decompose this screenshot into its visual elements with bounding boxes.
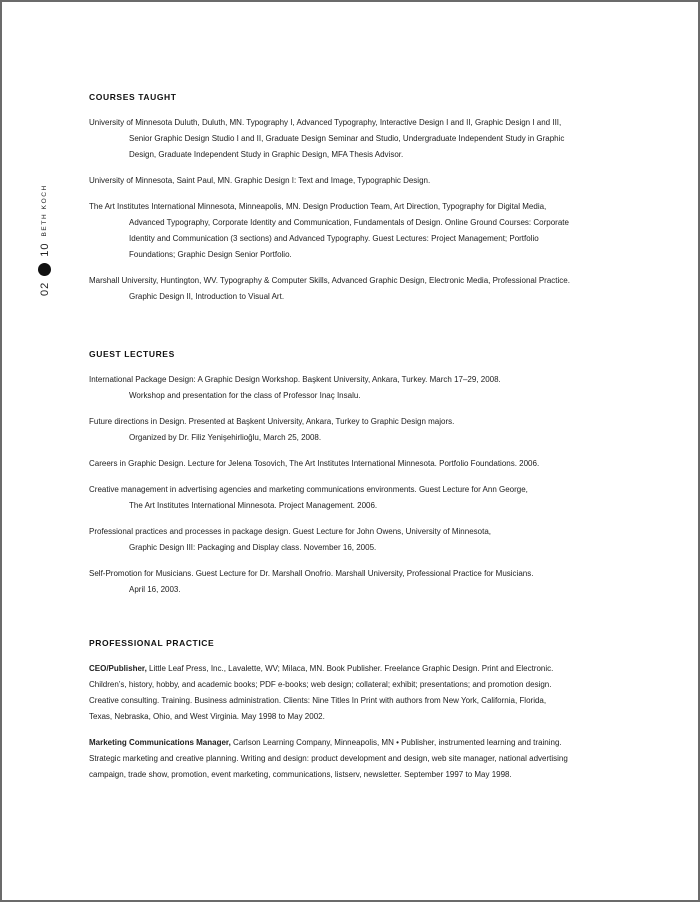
entry-continuation: Identity and Communication (3 sections) and Advanced Typography. Guest Lectures: Project Management; Portfolio — [129, 234, 539, 243]
entry-continuation: Advanced Typography, Corporate Identity and Communication, Fundamentals of Design. Online Ground Courses: Corporate — [129, 218, 569, 227]
course-entry — [89, 115, 629, 163]
entry-first-line: The Art Institutes International Minnesota, Minneapolis, MN. Design Production Team, Art Direction, Typography for Digital Media, — [89, 202, 547, 211]
job-details: Carlson Learning Company, Minneapolis, MN • Publisher, instrumented learning and training. — [230, 738, 562, 747]
entry-first-line: Future directions in Design. Presented at Başkent University, Ankara, Turkey to Graphic Design majors. — [89, 417, 455, 426]
lecture-entry — [89, 414, 629, 446]
job-details: Little Leaf Press, Inc., Lavalette, WV; Milaca, MN. Book Publisher. Freelance Graphic Design. Print and Electronic. — [146, 664, 554, 673]
job-role: CEO/Publisher, — [89, 664, 147, 673]
entry-first-line: Careers in Graphic Design. Lecture for Jelena Tosovich, The Art Institutes International Minnesota. Portfolio Foundations. 2006. — [89, 459, 540, 468]
section-title-practice: PROFESSIONAL PRACTICE — [89, 638, 215, 648]
practice-entry — [89, 735, 629, 783]
entry-line: Strategic marketing and creative planning. Writing and design: product development and design, web site manager, national advertising — [89, 754, 568, 763]
entry-continuation: April 16, 2003. — [129, 585, 181, 594]
page-marker — [38, 184, 51, 296]
entry-first-line: Creative management in advertising agencies and marketing communications environments. Guest Lecture for Ann George, — [89, 485, 528, 494]
entry-first-line: Marshall University, Huntington, WV. Typography & Computer Skills, Advanced Graphic Design, Electronic Media, Professional Practice. — [89, 276, 570, 285]
course-entry — [89, 199, 629, 263]
entry-continuation: Organized by Dr. Filiz Yenişehirlioğlu, March 25, 2008. — [129, 433, 322, 442]
lecture-entry — [89, 524, 629, 556]
course-entry — [89, 173, 629, 189]
lecture-entry — [89, 372, 629, 404]
entry-line: Creative consulting. Training. Business administration. Clients: Nine Titles In Print with authors from New York, California, Florida, — [89, 696, 547, 705]
entry-first-line: University of Minnesota, Saint Paul, MN. Graphic Design I: Text and Image, Typographic Design. — [89, 176, 431, 185]
lecture-entry — [89, 482, 629, 514]
entry-first-line: Self-Promotion for Musicians. Guest Lecture for Dr. Marshall Onofrio. Marshall University, Professional Practice for Musicians. — [89, 569, 534, 578]
resume-content — [89, 92, 629, 793]
lecture-entry — [89, 566, 629, 598]
page-dot — [38, 263, 51, 276]
section-practice — [89, 638, 629, 783]
entry-continuation: Foundations; Graphic Design Senior Portfolio. — [129, 250, 292, 259]
entry-line: Children’s, history, hobby, and academic books; PDF e-books; web design; collateral; exhibit; presentations; and promotion design. — [89, 680, 552, 689]
course-entry — [89, 273, 629, 305]
entry-continuation: Graphic Design II, Introduction to Visual Art. — [129, 292, 285, 301]
entry-continuation: The Art Institutes International Minnesota. Project Management. 2006. — [129, 501, 378, 510]
entry-line: campaign, trade show, promotion, event marketing, communications, listserv, newsletter. September 1997 to May 1998. — [89, 770, 512, 779]
entry-first-line — [89, 735, 629, 751]
page-sidebar — [16, 178, 60, 296]
entry-line: Texas, Nebraska, Ohio, and West Virginia. May 1998 to May 2002. — [89, 712, 325, 721]
entry-first-line: Professional practices and processes in package design. Guest Lecture for John Owens, University of Minnesota, — [89, 527, 491, 536]
entry-continuation: Workshop and presentation for the class of Professor Inaç Insalu. — [129, 391, 361, 400]
section-courses — [89, 92, 629, 305]
entry-continuation: Graphic Design III: Packaging and Display class. November 16, 2005. — [129, 543, 377, 552]
entry-first-line: University of Minnesota Duluth, Duluth, MN. Typography I, Advanced Typography, Interactive Design I and II, Graphic Design I and III, — [89, 118, 562, 127]
job-role: Marketing Communications Manager, — [89, 738, 231, 747]
entry-continuation: Design, Graduate Independent Study in Graphic Design, MFA Thesis Advisor. — [129, 150, 404, 159]
practice-entry — [89, 661, 629, 725]
section-title-lectures: GUEST LECTURES — [89, 349, 175, 359]
author-name: BETH KOCH — [41, 184, 48, 237]
page-number-right: 10 — [38, 242, 51, 257]
lecture-entry — [89, 456, 629, 472]
page-number-left: 02 — [38, 281, 51, 296]
section-title-courses: COURSES TAUGHT — [89, 92, 177, 102]
entry-first-line — [89, 661, 629, 677]
section-lectures — [89, 349, 629, 598]
entry-continuation: Senior Graphic Design Studio I and II, Graduate Design Seminar and Studio, Undergraduate Independent Study in Graphic — [129, 134, 565, 143]
entry-first-line: International Package Design: A Graphic Design Workshop. Başkent University, Ankara, Turkey. March 17–29, 2008. — [89, 375, 501, 384]
